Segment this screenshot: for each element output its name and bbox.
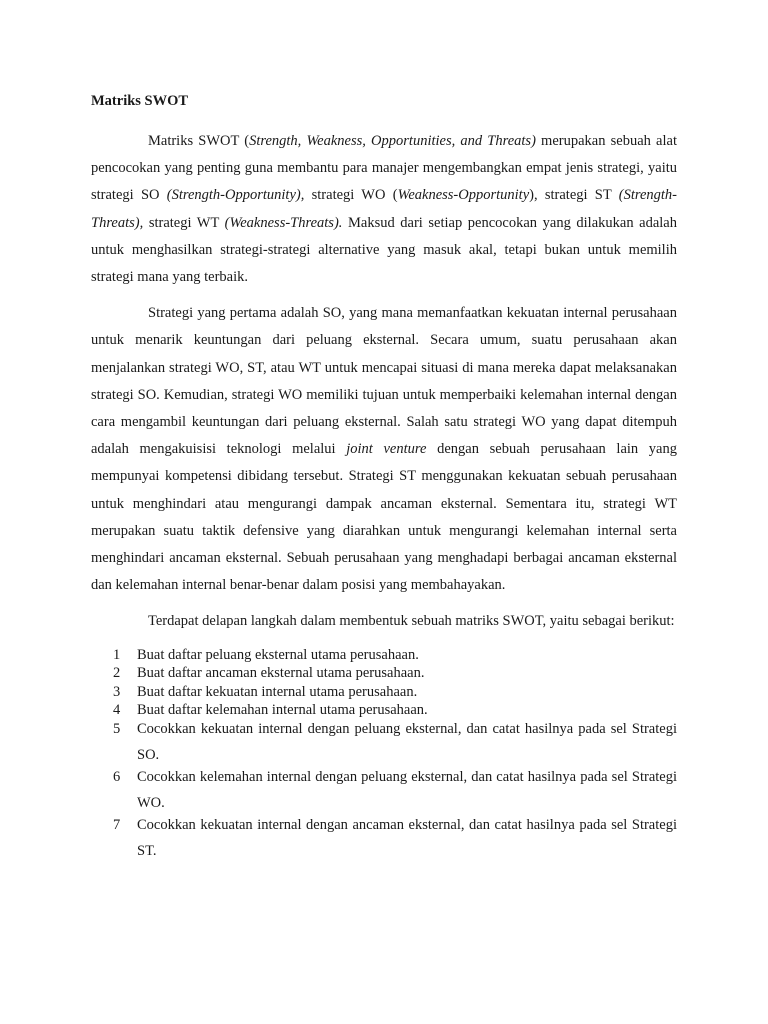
- list-item: [91, 646, 677, 665]
- italic-term: (Strength-Opportunity),: [166, 187, 305, 204]
- list-item-text: Buat daftar peluang eksternal utama perusahaan.: [137, 646, 419, 663]
- list-item-text: Cocokkan kelemahan internal dengan peluang eksternal, dan catat hasilnya pada sel Strategi WO.: [137, 768, 677, 811]
- document-page: [91, 91, 677, 864]
- list-item: [91, 764, 677, 816]
- italic-term: joint venture: [346, 441, 427, 458]
- list-item: [91, 664, 677, 683]
- list-item: [91, 812, 677, 864]
- list-item-text: Buat daftar kelemahan internal utama perusahaan.: [137, 702, 428, 719]
- italic-term: (Weakness-Threats).: [224, 214, 343, 231]
- list-item-text: Cocokkan kekuatan internal dengan ancaman eksternal, dan catat hasilnya pada sel Strategi ST.: [137, 816, 677, 859]
- italic-term: Strength, Weakness, Opportunities, and Threats): [249, 133, 536, 149]
- list-item-number: 3: [113, 683, 121, 700]
- list-item-number: 7: [113, 816, 121, 833]
- paragraph-1: Matriks SWOT (Strength, Weakness, Opportunities, and Threats) merupakan sebuah alat pencocokan yang penting guna membantu para manajer mengembangkan empat jenis strategi, yaitu strategi SO (Strength-Opportunity), strategi WO (Weakness-Opportunity), strategi ST (Strength-Threats), strategi WT (Weakness-Threats). Maksud dari setiap pencocokan yang dilakukan adalah untuk menghasilkan strategi-strategi alternative yang masuk akal, tetapi bukan untuk memilih strategi mana yang terbaik.: [91, 133, 678, 286]
- list-item-number: 2: [113, 665, 121, 682]
- paragraph-2: Strategi yang pertama adalah SO, yang mana memanfaatkan kekuatan internal perusahaan untuk menarik keuntungan dari peluang eksternal. Secara umum, suatu perusahaan akan menjalankan strategi WO, ST, atau WT untuk mencapai situasi di mana mereka dapat melaksanakan strategi SO. Kemudian, strategi WO memiliki tujuan untuk memperbaiki kelemahan internal dengan cara mengambil keuntungan dari peluang eksternal. Salah satu strategi WO yang dapat ditempuh adalah mengakuisisi teknologi melalui joint venture dengan sebuah perusahaan lain yang mempunyai kompetensi dibidang tersebut. Strategi ST menggunakan kekuatan sebuah perusahaan untuk menghindari atau mengurangi dampak ancaman eksternal. Sementara itu, strategi WT merupakan suatu taktik defensive yang diarahkan untuk mengurangi kelemahan internal serta menghindari ancaman eksternal. Sebuah perusahaan yang menghadapi berbagai ancaman eksternal dan kelemahan internal benar-benar dalam posisi yang membahayakan.: [91, 305, 677, 594]
- list-item-text: Buat daftar kekuatan internal utama perusahaan.: [137, 683, 418, 700]
- italic-term: (Strength-Threats),: [91, 187, 678, 231]
- list-item-number: 5: [113, 720, 121, 737]
- list-item-number: 6: [113, 768, 121, 785]
- list-item-text: Cocokkan kekuatan internal dengan peluang eksternal, dan catat hasilnya pada sel Strategi SO.: [137, 720, 677, 763]
- italic-term: Weakness-Opportunity: [397, 187, 530, 204]
- document-title: Matriks SWOT: [91, 93, 189, 109]
- paragraph-3: Terdapat delapan langkah dalam membentuk sebuah matriks SWOT, yaitu sebagai berikut:: [148, 613, 675, 630]
- list-item-text: Buat daftar ancaman eksternal utama perusahaan.: [137, 665, 425, 682]
- list-item-number: 1: [113, 646, 121, 663]
- list-item-number: 4: [113, 702, 121, 719]
- list-item: [91, 683, 677, 702]
- steps-list: [91, 646, 677, 864]
- list-item: [91, 716, 677, 768]
